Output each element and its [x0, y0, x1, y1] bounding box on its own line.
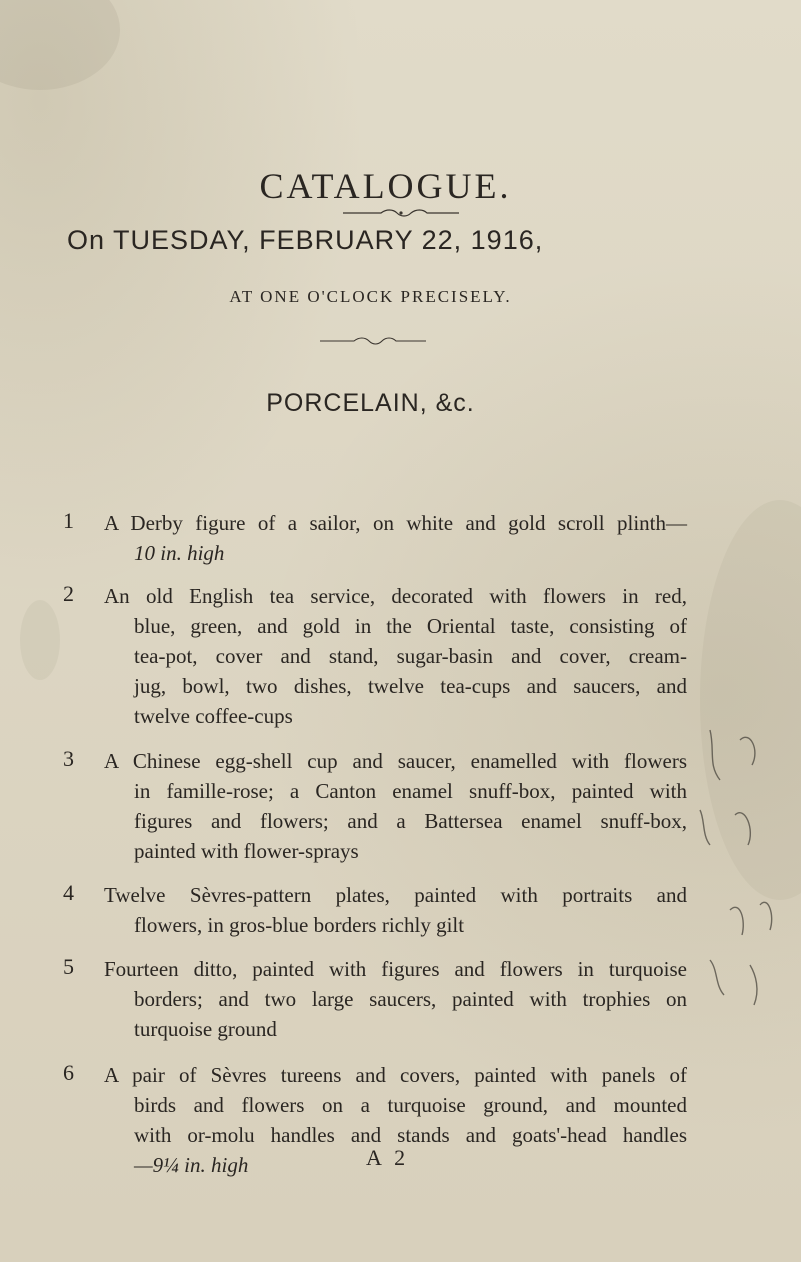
lot-description	[104, 954, 687, 1044]
lot-description	[104, 880, 687, 940]
divider-ornament-icon	[318, 335, 428, 347]
lot-description	[104, 746, 687, 866]
lot-number: 3	[63, 746, 74, 771]
lot-line: A pair of Sèvres tureens and covers, painted with panels of	[104, 1063, 687, 1087]
lot-line: blue, green, and gold in the Oriental taste, consisting of	[134, 614, 687, 638]
lot-dimension: 10 in. high	[134, 541, 225, 565]
lot-line: with or-molu handles and stands and goats'-head handles	[134, 1123, 687, 1147]
signature-mark: A 2	[366, 1145, 410, 1170]
lot-line: flowers, in gros-blue borders richly gilt	[134, 913, 465, 937]
lot-line: An old English tea service, decorated with flowers in red,	[104, 584, 687, 608]
lot-number: 5	[63, 954, 74, 979]
divider-ornament-icon	[341, 207, 461, 219]
paper-stain	[0, 0, 120, 90]
lot-line: turquoise ground	[134, 1017, 277, 1041]
lot-number: 6	[63, 1060, 74, 1085]
lot-number: 1	[63, 508, 74, 533]
paper-stain	[20, 600, 60, 680]
lot-line: twelve coffee-cups	[134, 704, 293, 728]
sale-time: AT ONE O'CLOCK PRECISELY.	[229, 287, 512, 306]
lot-description	[104, 581, 687, 731]
lot-line: painted with flower-sprays	[134, 839, 359, 863]
lot-line: Twelve Sèvres-pattern plates, painted with portraits and	[104, 883, 687, 907]
lot-dimension: —9¼ in. high	[134, 1153, 249, 1177]
section-heading: PORCELAIN, &c.	[266, 389, 475, 417]
lot-line: figures and flowers; and a Battersea enamel snuff-box,	[134, 809, 687, 833]
sale-date: On TUESDAY, FEBRUARY 22, 1916,	[67, 225, 544, 255]
lot-line: jug, bowl, two dishes, twelve tea-cups and saucers, and	[134, 674, 687, 698]
lot-line: A Chinese egg-shell cup and saucer, enamelled with flowers	[104, 749, 687, 773]
lot-line: tea-pot, cover and stand, sugar-basin and cover, cream-	[134, 644, 687, 668]
lot-number: 4	[63, 880, 74, 905]
page-title: CATALOGUE.	[259, 166, 512, 206]
lot-line: borders; and two large saucers, painted with trophies on	[134, 987, 687, 1011]
handwritten-scribble-icon	[690, 720, 790, 1050]
lot-line: Fourteen ditto, painted with figures and flowers in turquoise	[104, 957, 687, 981]
lot-line: birds and flowers on a turquoise ground, and mounted	[134, 1093, 687, 1117]
lot-number: 2	[63, 581, 74, 606]
lot-description	[104, 508, 687, 568]
lot-line: in famille-rose; a Canton enamel snuff-box, painted with	[134, 779, 687, 803]
lot-line: A Derby figure of a sailor, on white and gold scroll plinth—	[104, 511, 687, 535]
